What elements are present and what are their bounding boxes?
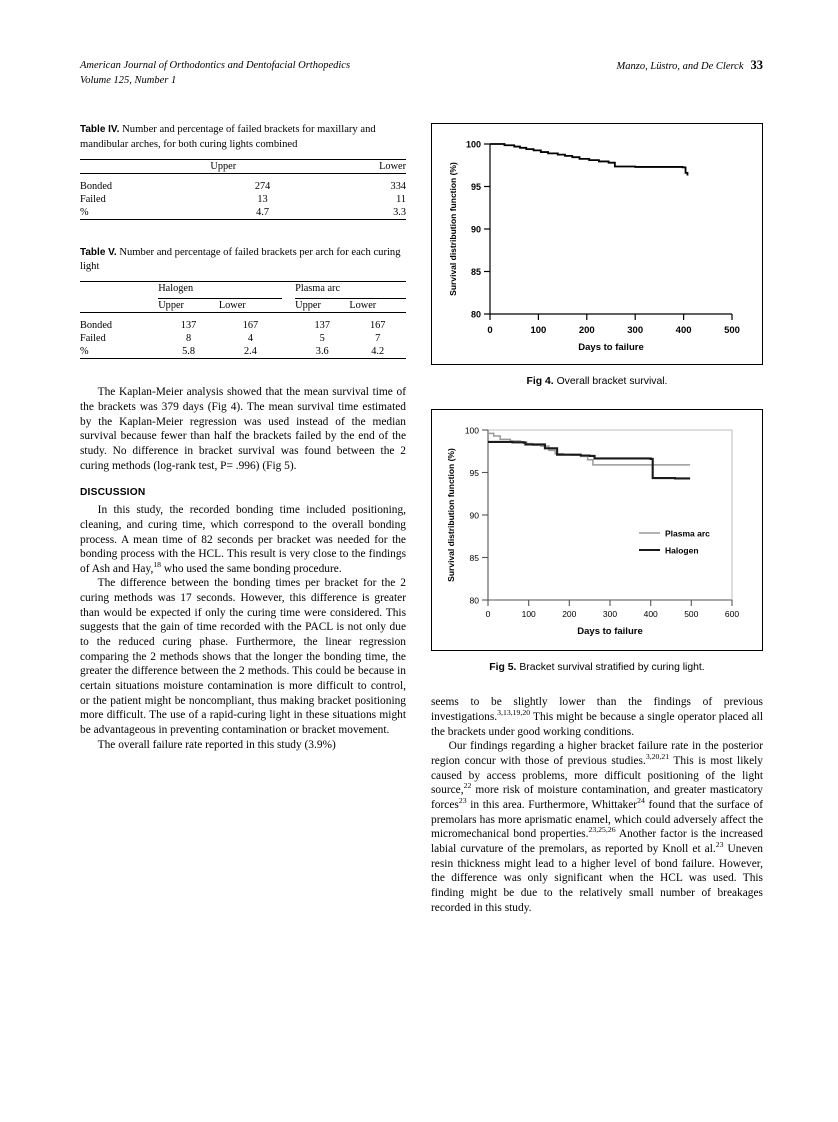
x-tick-400: 400 xyxy=(643,609,658,620)
legend-label-plasma-arc: Plasma arc xyxy=(665,528,710,539)
para-r2-part-f: Another factor is the increased labial curvature of the premolars, as reported by Knoll et al. xyxy=(431,828,763,855)
table-5-cell: 4.2 xyxy=(349,345,406,359)
table-5-row-label: Bonded xyxy=(80,320,113,332)
table-4 xyxy=(80,159,406,221)
table-5-label: Table V. xyxy=(80,247,117,259)
figure-4-frame xyxy=(431,123,763,365)
figure-4-caption-text: Overall bracket survival. xyxy=(553,376,668,388)
table-5-cell: 137 xyxy=(314,320,330,332)
table-4-cell: 11 xyxy=(396,194,406,206)
y-tick-100: 100 xyxy=(465,139,481,150)
table-4-cell: 4.7 xyxy=(210,206,314,220)
y-tick-85: 85 xyxy=(470,267,481,278)
table-5-sub-halogen-lower: Lower xyxy=(219,298,282,312)
table-row-sub-header xyxy=(80,298,406,312)
y-tick-85: 85 xyxy=(469,553,479,564)
figure-4-caption xyxy=(431,376,763,387)
para-r2-part-a: Our findings regarding a higher bracket failure rate in the posterior region concur with those of previous studies. xyxy=(431,740,763,768)
y-tick-90: 90 xyxy=(469,510,479,521)
y-tick-80: 80 xyxy=(469,595,479,606)
table-5-sub-halogen-upper: Upper xyxy=(158,298,219,312)
table-5-cell: 4 xyxy=(247,333,254,345)
table-row-group-header xyxy=(80,282,406,296)
table-5-group-halogen xyxy=(158,282,282,296)
para-r2-part-b: This is most likely caused by access problems, more difficult positioning of the light source, xyxy=(431,755,763,797)
table-4-cell: 13 xyxy=(257,194,268,206)
table-5-sub-blank xyxy=(80,298,158,312)
table-5-cell: 5.8 xyxy=(158,345,219,359)
para-d1-part-b: who used the same bonding procedure. xyxy=(161,562,342,575)
table-5-cell: 2.4 xyxy=(219,345,282,359)
para-r2-part-c: more risk of moisture contamination, and greater masticatory forces xyxy=(431,784,763,812)
table-4-label: Table IV. xyxy=(80,124,120,136)
citation-ref: 23 xyxy=(715,840,724,850)
table-5-sub-plasma-lower: Lower xyxy=(349,298,406,312)
y-tick-95: 95 xyxy=(469,468,479,479)
two-column-body xyxy=(80,123,763,915)
table-5-group-plasma-label: Plasma arc xyxy=(295,283,341,295)
y-axis-label: Survival distribution function (%) xyxy=(448,162,458,297)
x-tick-100: 100 xyxy=(521,609,536,620)
paragraph-discussion-1 xyxy=(80,503,406,576)
citation-ref: 3,13,19,20 xyxy=(497,708,531,718)
x-tick-100: 100 xyxy=(530,325,547,337)
x-tick-0: 0 xyxy=(487,325,493,337)
x-tick-600: 600 xyxy=(724,609,740,620)
x-tick-200: 200 xyxy=(578,325,595,337)
paragraph-right-2 xyxy=(431,739,763,915)
table-5-cell: 8 xyxy=(185,333,192,345)
table-row xyxy=(80,332,406,345)
paragraph-discussion-3: The overall failure rate reported in this study (3.9%) xyxy=(97,738,336,751)
table-4-row-label: % xyxy=(80,206,210,220)
table-row xyxy=(80,180,406,193)
citation-ref: 23,25,26 xyxy=(588,825,616,835)
figure-4 xyxy=(431,123,763,387)
para-r2-part-d: in this area. Furthermore, Whittaker xyxy=(466,799,638,812)
table-row xyxy=(80,193,406,206)
table-4-col-lower: Lower xyxy=(315,159,406,173)
section-heading-discussion: DISCUSSION xyxy=(80,487,146,499)
table-5-cell: 167 xyxy=(369,320,386,332)
running-head-journal xyxy=(80,58,350,88)
x-tick-300: 300 xyxy=(627,325,644,337)
right-column xyxy=(431,123,763,915)
table-5-title xyxy=(80,246,406,274)
table-5-col-blank xyxy=(80,282,158,296)
x-tick-400: 400 xyxy=(675,325,692,337)
table-5-row-label: Failed xyxy=(80,333,106,345)
running-head-authors xyxy=(617,58,763,73)
x-tick-300: 300 xyxy=(602,609,618,620)
table-4-block xyxy=(80,123,406,220)
table-4-cell: 334 xyxy=(390,181,406,193)
paragraph-right-1 xyxy=(431,695,763,739)
table-4-cell: 274 xyxy=(254,181,271,193)
para-r2-part-e: found that the surface of premolars has more aprismatic enamel, which could adversely affect the micromechanical bond properties. xyxy=(431,799,763,841)
running-head xyxy=(80,58,763,88)
table-4-cell: 3.3 xyxy=(315,206,406,220)
figure-5-caption-text: Bracket survival stratified by curing light. xyxy=(516,662,705,674)
y-tick-95: 95 xyxy=(470,182,481,193)
journal-volume: Volume 125, Number 1 xyxy=(80,75,177,87)
paragraph-results: The Kaplan-Meier analysis showed that the mean survival time of the brackets was 379 days (Fig 4). The mean survival time estimated by the Kaplan-Meier regression was used instead of the median survival because fewer than half the brackets failed by the end of the study. No difference in bracket survival was found between the 2 curing methods (log-rank test, P= .996) (Fig 5). xyxy=(80,386,406,472)
figure-4-chart xyxy=(432,124,760,364)
table-5 xyxy=(80,281,406,359)
journal-title: American Journal of Orthodontics and Dentofacial Orthopedics xyxy=(80,60,351,71)
citation-ref: 24 xyxy=(637,796,645,806)
table-4-row-label: Bonded xyxy=(80,181,113,193)
citation-ref: 23 xyxy=(458,796,467,806)
table-5-group-plasma xyxy=(295,282,406,296)
table-spacer xyxy=(80,173,406,180)
table-5-cell: 167 xyxy=(242,320,259,332)
table-5-sub-plasma-upper: Upper xyxy=(295,298,349,312)
table-spacer xyxy=(80,312,406,319)
x-axis-label: Days to failure xyxy=(577,626,643,638)
figure-5 xyxy=(431,409,763,673)
x-axis-label: Days to failure xyxy=(578,342,644,354)
table-5-row-label: % xyxy=(80,345,158,359)
table-5-group-halogen-label: Halogen xyxy=(158,283,194,295)
para-r1-part-b: This might be because a single operator placed all the brackets under good working conditions. xyxy=(431,711,763,738)
table-row-header xyxy=(80,159,406,173)
table-5-gap xyxy=(282,282,295,296)
citation-ref: 22 xyxy=(463,781,472,791)
table-4-caption: Number and percentage of failed brackets for maxillary and mandibular arches, for both curing lights combined xyxy=(80,124,376,150)
table-row xyxy=(80,206,406,220)
para-r1-part-a: seems to be slightly lower than the findings of previous investigations. xyxy=(431,696,763,724)
figure-4-caption-label: Fig 4. xyxy=(526,376,554,388)
table-5-cell: 137 xyxy=(180,320,197,332)
y-tick-90: 90 xyxy=(470,224,481,235)
table-5-cell: 3.6 xyxy=(295,345,349,359)
table-4-col-upper: Upper xyxy=(210,159,314,173)
para-d1-part-a: In this study, the recorded bonding time included positioning, cleaning, and curing time, which correspond to the overall bonding process. A mean time of 82 seconds per bracket was needed for the bonding process with the HCL. This result is very close to the findings of Ash and Hay, xyxy=(80,504,406,575)
table-row xyxy=(80,345,406,359)
x-tick-200: 200 xyxy=(562,609,577,620)
table-row xyxy=(80,319,406,332)
figure-5-caption-label: Fig 5. xyxy=(489,662,517,674)
citation-ref: 3,20,21 xyxy=(645,752,670,762)
x-tick-0: 0 xyxy=(485,609,491,620)
x-tick-500: 500 xyxy=(684,609,699,620)
y-tick-80: 80 xyxy=(470,309,481,320)
left-column xyxy=(80,123,406,915)
citation-ref: 18 xyxy=(153,560,162,570)
table-4-row-label: Failed xyxy=(80,194,106,206)
paragraph-discussion-2: The difference between the bonding times per bracket for the 2 curing methods was 17 seconds. However, this difference is greater than would be expected if only the curing time were considered. This suggests that the gain of time recorded with the PACL is not only due to the reduced curing phase. Furthermore, the linear regression comparing the 2 methods shows that the longer the bonding time, the greater the difference between the 2 methods. This could be because in certain situations moisture contamination is more difficult to control, or the patient might be noncompliant, thus making bracket positioning more difficult. The use of a rapid-curing light in these situations might be advantageous in preventing contamination or bracket movement. xyxy=(80,577,406,737)
figure-5-chart xyxy=(432,410,760,650)
y-axis-label: Survival distribution function (%) xyxy=(446,448,456,583)
table-5-block xyxy=(80,246,406,359)
legend-label-halogen: Halogen xyxy=(665,545,699,556)
table-5-cell: 5 xyxy=(319,333,325,345)
table-5-cell: 7 xyxy=(375,333,381,345)
y-tick-100: 100 xyxy=(464,425,479,436)
table-4-col-blank xyxy=(80,159,210,173)
table-5-caption: Number and percentage of failed brackets per arch for each curing light xyxy=(80,247,401,273)
para-r2-part-g: Uneven resin thickness might lead to a higher level of bond failure. However, the difference was only significant when the HCL was used. This finding might be due to the relatively small number of breakages recorded in this study. xyxy=(431,843,763,914)
page-number: 33 xyxy=(750,58,763,72)
x-tick-500: 500 xyxy=(724,325,740,337)
figure-5-caption xyxy=(431,662,763,673)
author-list: Manzo, Lüstro, and De Clerck xyxy=(616,61,744,72)
table-4-title xyxy=(80,123,406,151)
figure-5-frame xyxy=(431,409,763,651)
